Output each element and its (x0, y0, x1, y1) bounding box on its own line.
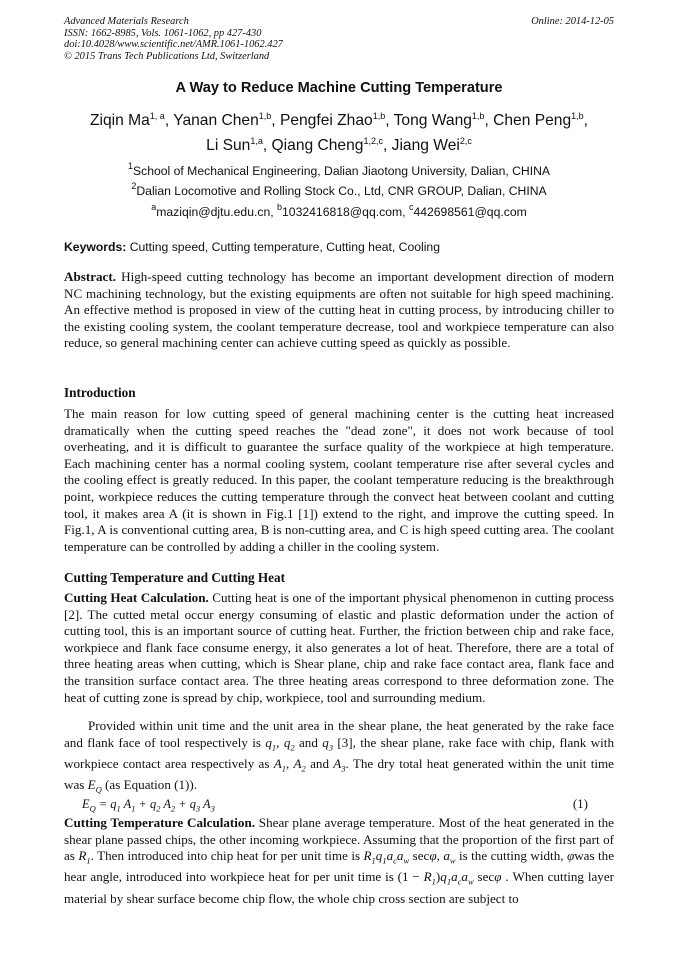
author-name: Jiang Wei (391, 137, 460, 154)
provided-paragraph (64, 718, 614, 798)
journal-name: Advanced Materials Research (64, 16, 189, 27)
author-sup: 1,b (372, 111, 386, 121)
author-name: Li Sun (206, 137, 251, 154)
cutting-temperature-text: , (436, 848, 444, 864)
emails-line: $^a$maziqin@djtu.edu.cn, $^b$1032416818@qq.com, $^c$442698561@qq.com (151, 202, 527, 219)
provided-and: and (294, 734, 323, 750)
keywords-text: Cutting speed, Cutting temperature, Cutting heat, Cooling (126, 240, 440, 254)
affiliation-text: Dalian Locomotive and Rolling Stock Co., Ltd, CNR GROUP, Dalian, CHINA (136, 184, 547, 198)
cutting-temperature-text: Shear plane average temperature. Most of the heat generated in the shear plane passed chips, the other incoming workpiece. Assuming that the proportion of the first part of as (64, 815, 614, 864)
cutting-temperature-paragraph (64, 815, 614, 907)
provided-text: [3], the shear plane, rake face with chip, flank with workpiece contact area respectively as (64, 734, 614, 771)
symbol-q3: $q_3$ (322, 734, 334, 753)
cutting-temperature-text: was the hear angle, introduced into workpiece heat for per unit time is (64, 848, 615, 885)
author-line-2: Li Sun$^{1,a}$, Qiang Cheng$^{1,2,c}$, Jiang Wei$^{2,c}$ (206, 136, 472, 154)
symbol-q2: $q_2$ (283, 734, 295, 753)
provided-and: and (305, 755, 334, 771)
affiliation-sup: 2 (131, 181, 137, 191)
affiliation-2 (40, 181, 638, 198)
email-link[interactable]: 1032416818@qq.com (282, 205, 403, 219)
provided-text: Provided within unit time and the unit area in the shear plane, the heat generated by the rake face and flank face of tool respectively is (64, 718, 614, 750)
author-line-1: Ziqin Ma$^{1, a}$, Yanan Chen$^{1,b}$, Pengfei Zhao$^{1,b}$, Tong Wang$^{1,b}$, Chen Peng$^{1,b}$, (90, 111, 588, 129)
introduction-text: The main reason for low cutting speed of general machining center is the cutting heat increased dramatically when the cutting speed reaches the "dead zone", it does not work because of tool overheating, and it is difficult to guarantee the surface quality of the workpiece at high temperature. Each machining center has a normal cooling system, coolant temperature rise after several cycles and the cooling effect is greatly reduced. In this paper, the coolant temperature reducing is the breakthrough point, workpiece reduces the cutting temperature through the convect heat between coolant and cutting tool, it makes area A (it is shown in Fig.1 [1]) extend to the right, and improve the cutting speed. In Fig.1, A is conventional cutting area, B is non-cutting area, and C is high speed cutting area. The coolant temperature can be controlled by adding a chiller in the cooling system. (64, 406, 614, 554)
abstract-label: Abstract. (64, 269, 116, 284)
cutting-temperature-text: . When cutting layer material by shear surface become chip flow, the whole chip cross section are subject to (64, 869, 614, 906)
email-sup: c (408, 202, 414, 212)
copyright-line: © 2015 Trans Tech Publications Ltd, Switzerland (64, 50, 270, 62)
author-sup: 1,2,c (363, 136, 383, 146)
provided-comma: , (276, 734, 280, 750)
author-name: Qiang Cheng (271, 137, 364, 154)
cutting-temperature-text: . Then introduced into chip heat for per unit time is (90, 848, 364, 864)
author-sup: 1,a (250, 136, 263, 146)
affiliation-1 (40, 161, 638, 178)
affiliation-text: School of Mechanical Engineering, Dalian Jiaotong University, Dalian, CHINA (132, 164, 551, 178)
author-sup: 1,b (471, 111, 485, 121)
author-name: Yanan Chen (173, 112, 259, 129)
author-name: Ziqin Ma (90, 112, 150, 129)
abstract (64, 269, 614, 352)
section-heading-cutting-temperature: Cutting Temperature and Cutting Heat (64, 570, 286, 585)
symbol-EQ: $E_Q$ (87, 777, 102, 795)
symbol-q1: $q_1$ (265, 734, 277, 753)
email-sup: b (277, 202, 283, 212)
keywords-label: Keywords: (64, 240, 127, 254)
formula-workpiece-heat: $(1 - R_1)q_1a_ca_w$ secφ (397, 869, 502, 887)
symbol-A1: $A_1$ (273, 755, 286, 774)
introduction-heading: Introduction (64, 385, 136, 400)
cutting-heat-label: Cutting Heat Calculation. (64, 590, 209, 605)
equation-1: $E_Q = q_1$ $A_1 + q_2$ $A_2 + q_3$ $A_3$ (82, 797, 215, 814)
provided-comma: , (285, 755, 290, 771)
cutting-temperature-label: Cutting Temperature Calculation. (64, 815, 256, 830)
author-name: Tong Wang (393, 112, 472, 129)
author-sup: 1,b (571, 111, 584, 121)
email-link[interactable]: maziqin@djtu.edu.cn (156, 205, 271, 219)
symbol-R1: $R_1$ (78, 848, 91, 866)
provided-text: . The dry total heat generated within the unit time was (64, 755, 614, 792)
paper-title: A Way to Reduce Machine Cutting Temperature (175, 80, 503, 96)
email-sup: a (151, 202, 157, 212)
cutting-temperature-text: is the cutting width, (455, 848, 567, 864)
abstract-text: High-speed cutting technology has become an important development direction of modern NC machining technology, but the existing equipments are often not suitable for high speed machining. An effective method is proposed in view of the cutting heat in cutting process, by introducing chiller to the existing cooling system, the coolant temperature decrease, tool and workpiece temperature can also reduce, so general machining center can achieve cutting speed as quickly as possible. (64, 269, 614, 351)
author-sup: 1,b (258, 111, 272, 121)
provided-text: (as Equation (1)). (101, 777, 198, 792)
symbol-aw: $a_w$ (443, 848, 456, 866)
author-sup: 1, a (149, 111, 165, 121)
issn-line: ISSN: 1662-8985, Vols. 1061-1062, pp 427-430 (64, 27, 262, 39)
author-sup: 2,c (459, 136, 472, 146)
affiliation-sup: 1 (127, 161, 133, 171)
author-name: Pengfei Zhao (279, 112, 373, 129)
symbol-A2: $A_2$ (293, 755, 306, 774)
symbol-A3: $A_3$ (333, 755, 346, 774)
formula-chip-heat: $R_1q_1a_ca_w$ secφ (363, 848, 437, 866)
online-date: Online: 2014-12-05 (531, 16, 614, 27)
author-name: Chen Peng (493, 112, 572, 129)
symbol-phi: φ (566, 848, 575, 864)
cutting-heat-text: Cutting heat is one of the important physical phenomenon in cutting process [2]. The cutted metal occur energy consuming of elastic and plastic deformation under the action of cutting tool, this is an important source of cutting heat. Further, the friction between chip and rake face, workpiece and flank face consume energy, it also generates a lot of heat. Therefore, there are a total of three heating areas when cutting, which is Shear plane, chip and rake face contact area, flank face and the transition surface contact area. The three heating areas correspond to three deformation zone. The heat of cutting zone is spread by chip, workpiece, tool and surrounding medium. (64, 590, 614, 705)
keywords (64, 240, 614, 254)
email-link[interactable]: 442698561@qq.com (413, 205, 527, 219)
doi-line: doi:10.4028/www.scientific.net/AMR.1061-1062.427 (64, 39, 283, 50)
equation-number: (1) (572, 796, 588, 811)
cutting-heat-paragraph (64, 590, 614, 706)
